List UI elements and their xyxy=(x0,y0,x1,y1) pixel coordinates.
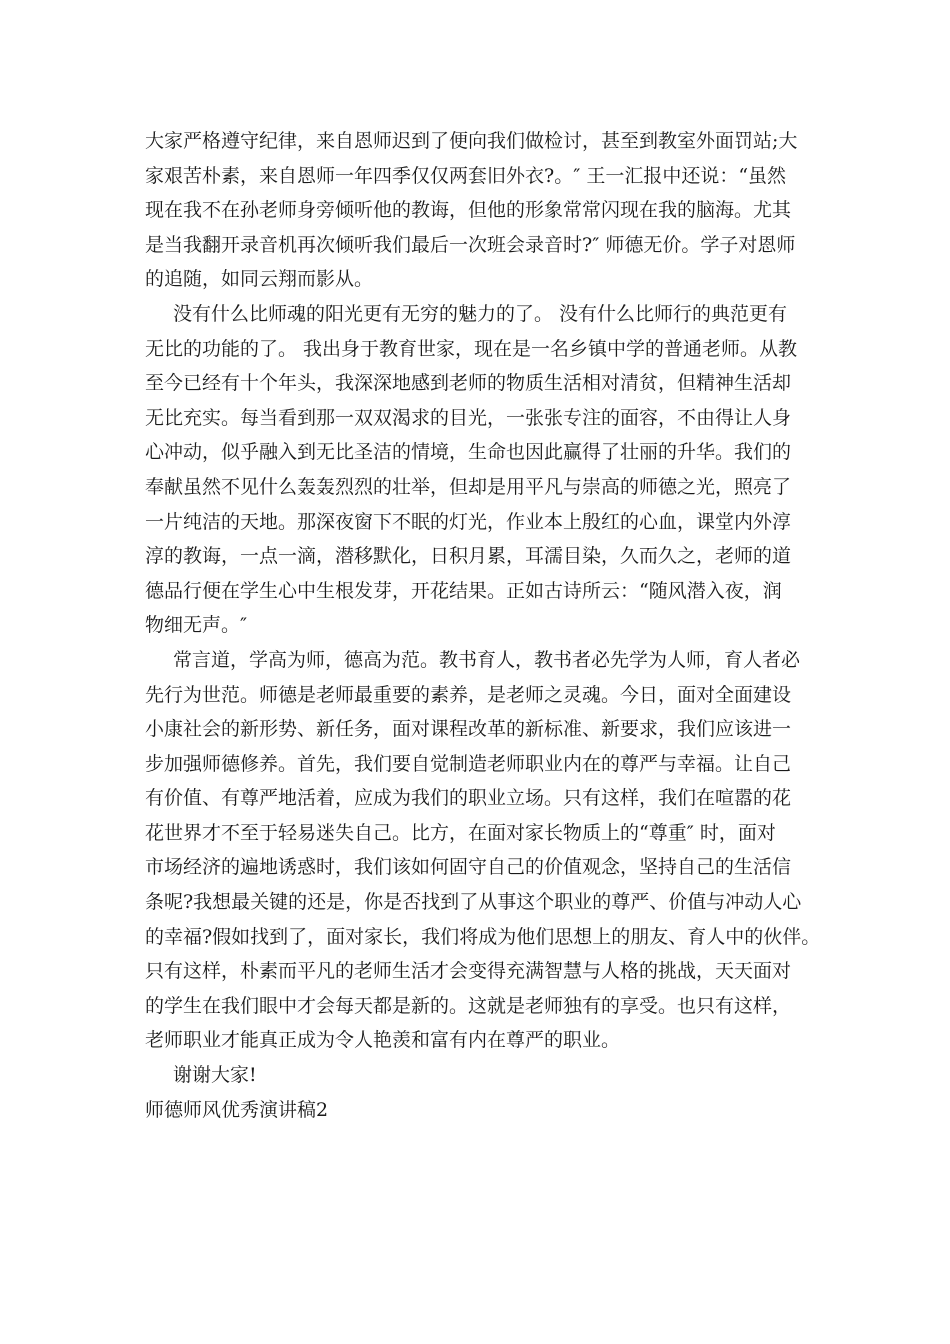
text-line: 步加强师德修养。首先，我们要自觉制造老师职业内在的尊严与幸福。让自己 xyxy=(145,752,792,775)
text-line: 只有这样，朴素而平凡的老师生活才会变得充满智慧与人格的挑战，天天面对 xyxy=(145,960,792,983)
text-line: 无比充实。每当看到那一双双渴求的目光，一张张专注的面容，不由得让人身 xyxy=(145,406,792,429)
text-line: 花世界才不至于轻易迷失自己。比方，在面对家长物质上的“尊重″ 时，面对 xyxy=(145,821,776,844)
document-body xyxy=(145,124,825,1127)
text-line: 淳的教诲，一点一滴，潜移默化，日积月累，耳濡目染，久而久之，老师的道 xyxy=(145,545,792,568)
section-heading: 师德师风优秀演讲稿2 xyxy=(145,1098,329,1121)
closing-line: 谢谢大家! xyxy=(173,1064,257,1087)
text-line: 德品行便在学生心中生根发芽，开花结果。正如古诗所云：“随风潜入夜，润 xyxy=(145,579,782,602)
text-line: 的学生在我们眼中才会每天都是新的。这就是老师独有的享受。也只有这样， xyxy=(145,994,792,1017)
text-line: 有价值、有尊严地活着，应成为我们的职业立场。只有这样，我们在喧嚣的花 xyxy=(145,787,792,810)
text-line: 的幸福?假如找到了，面对家长，我们将成为他们思想上的朋友、育人中的伙伴。 xyxy=(145,925,821,948)
text-line: 家艰苦朴素，来自恩师一年四季仅仅两套旧外衣?。″ 王一汇报中还说：“虽然 xyxy=(145,164,787,187)
text-line: 大家严格遵守纪律，来自恩师迟到了便向我们做检讨，甚至到教室外面罚站;大 xyxy=(145,130,798,152)
text-line: 现在我不在孙老师身旁倾听他的教诲，但他的形象常常闪现在我的脑海。尤其 xyxy=(145,199,792,222)
text-line: 物细无声。″ xyxy=(145,614,248,637)
text-line: 的追随，如同云翔而影从。 xyxy=(145,268,374,291)
text-line: 至今已经有十个年头，我深深地感到老师的物质生活相对清贫，但精神生活却 xyxy=(145,372,792,395)
text-line: 是当我翻开录音机再次倾听我们最后一次班会录音时?″ 师德无价。学子对恩师 xyxy=(145,233,796,256)
text-line: 一片纯洁的天地。那深夜窗下不眠的灯光，作业本上殷红的心血，课堂内外淳 xyxy=(145,510,792,533)
text-line: 老师职业才能真正成为令人艳羡和富有内在尊严的职业。 xyxy=(145,1029,621,1052)
text-line: 小康社会的新形势、新任务，面对课程改革的新标准、新要求，我们应该进一 xyxy=(145,718,792,741)
text-line: 先行为世范。师德是老师最重要的素养，是老师之灵魂。今日，面对全面建设 xyxy=(145,683,792,706)
text-line: 心冲动，似乎融入到无比圣洁的情境，生命也因此赢得了壮丽的升华。我们的 xyxy=(145,441,792,464)
text-line: 无比的功能的了。 我出身于教育世家，现在是一名乡镇中学的普通老师。从教 xyxy=(145,337,798,360)
text-line: 市场经济的遍地诱惑时，我们该如何固守自己的价值观念，坚持自己的生活信 xyxy=(145,856,792,879)
text-line: 没有什么比师魂的阳光更有无穷的魅力的了。 没有什么比师行的典范更有 xyxy=(173,302,788,325)
text-line: 条呢?我想最关键的还是，你是否找到了从事这个职业的尊严、价值与冲动人心 xyxy=(145,891,802,914)
text-line: 常言道，学高为师，德高为范。教书育人，教书者必先学为人师，育人者必 xyxy=(173,648,801,671)
text-line: 奉献虽然不见什么轰轰烈烈的壮举，但却是用平凡与崇高的师德之光，照亮了 xyxy=(145,475,792,498)
